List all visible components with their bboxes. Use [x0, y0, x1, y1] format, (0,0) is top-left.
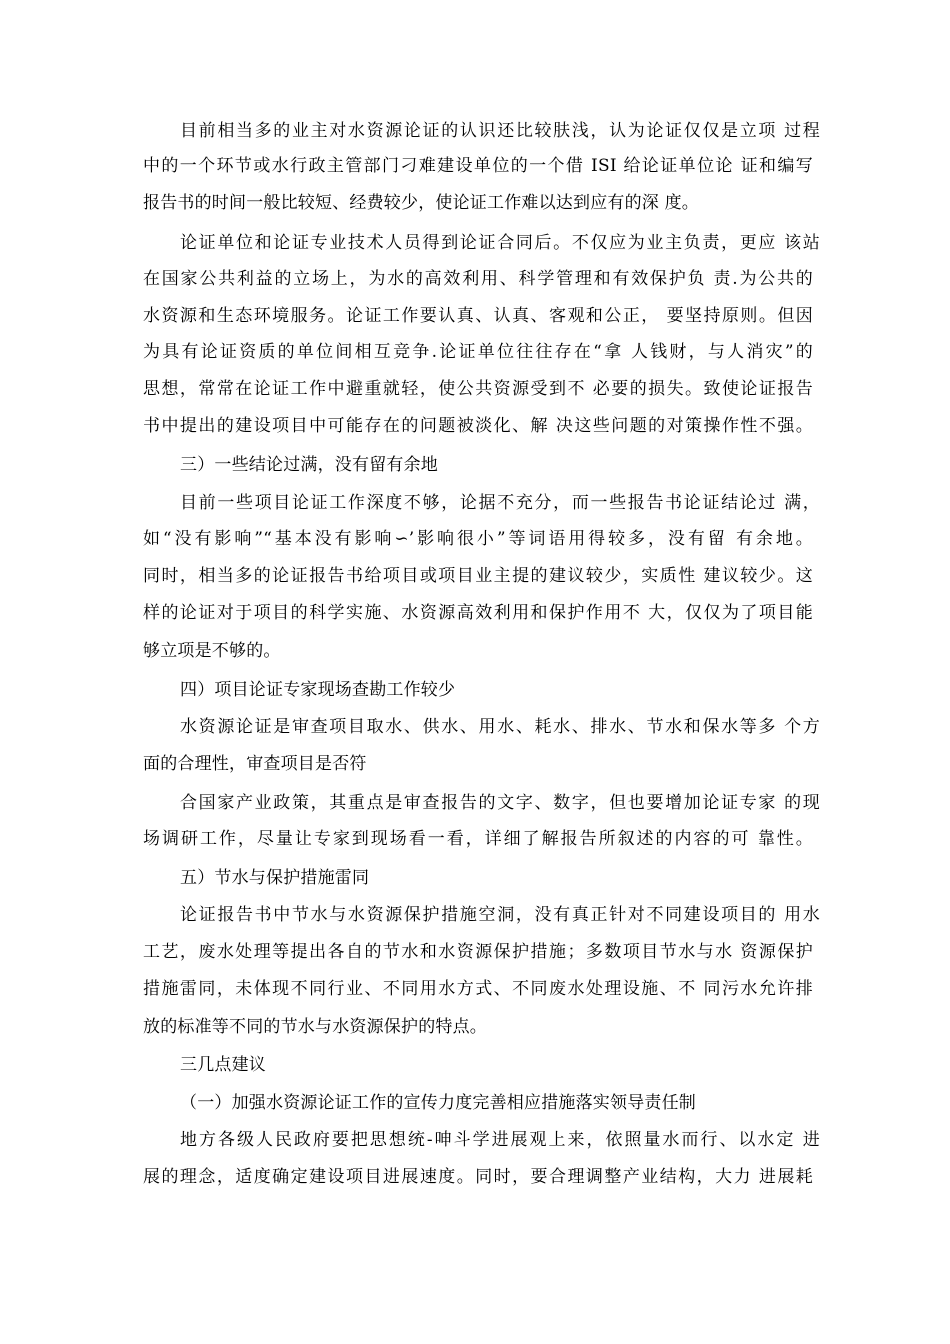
paragraph-line: 如“没有影响”“基本没有影响∽’影响很小”等词语用得较多，没有留 有余地。: [143, 529, 813, 549]
paragraph-line: 放的标准等不同的节水与水资源保护的特点。: [143, 1017, 487, 1037]
paragraph-line: 工艺，废水处理等提出各自的节水和水资源保护措施；多数项目节水与水 资源保护: [143, 942, 813, 962]
paragraph-line: 论证单位和论证专业技术人员得到论证合同后。不仅应为业主负责，更应 该站: [180, 233, 820, 253]
paragraph-line: 够立项是不够的。: [143, 641, 281, 661]
paragraph-line: 在国家公共利益的立场上，为水的高效利用、科学管理和有效保护负 责.为公共的: [143, 269, 813, 289]
paragraph-line: 思想，常常在论证工作中避重就轻，使公共资源受到不 必要的损失。致使论证报告: [143, 379, 813, 399]
section-heading: 三几点建议: [180, 1055, 266, 1075]
subsection-heading: （一）加强水资源论证工作的宣传力度完善相应措施落实领导责任制: [180, 1093, 696, 1113]
paragraph-line: 中的一个环节或水行政主管部门刁难建设单位的一个借 ISI 给论证单位论 证和编写: [143, 156, 813, 176]
paragraph-line: 水资源和生态环境服务。论证工作要认真、认真、客观和公正， 要坚持原则。但因: [143, 306, 813, 326]
paragraph-line: 合国家产业政策，其重点是审查报告的文字、数字，但也要增加论证专家 的现: [180, 793, 820, 813]
paragraph-line: 地方各级人民政府要把思想统-呻斗学进展观上来，依照量水而行、以水定 进: [180, 1130, 820, 1150]
paragraph-line: 措施雷同，未体现不同行业、不同用水方式、不同废水处理设施、不 同污水允许排: [143, 979, 813, 999]
section-heading: 五）节水与保护措施雷同: [180, 868, 370, 888]
section-heading: 三）一些结论过满，没有留有余地: [180, 455, 438, 475]
paragraph-line: 场调研工作，尽量让专家到现场看一看，详细了解报告所叙述的内容的可 靠性。: [143, 829, 813, 849]
paragraph-line: 展的理念，适度确定建设项目进展速度。同时，要合理调整产业结构，大力 进展耗: [143, 1167, 813, 1187]
paragraph-line: 为具有论证资质的单位间相互竞争.论证单位往往存在“拿 人钱财，与人消灾”的: [143, 342, 813, 362]
paragraph-line: 样的论证对于项目的科学实施、水资源高效利用和保护作用不 大，仅仅为了项目能: [143, 603, 813, 623]
paragraph-line: 目前相当多的业主对水资源论证的认识还比较肤浅，认为论证仅仅是立项 过程: [180, 121, 820, 141]
paragraph-line: 书中提出的建设项目中可能存在的问题被淡化、解 决这些问题的对策操作性不强。: [143, 416, 813, 436]
paragraph-line: 论证报告书中节水与水资源保护措施空洞，没有真正针对不同建设项目的 用水: [180, 905, 820, 925]
paragraph-line: 同时，相当多的论证报告书给项目或项目业主提的建议较少，实质性 建议较少。这: [143, 566, 813, 586]
paragraph-line: 报告书的时间一般比较短、经费较少，使论证工作难以达到应有的深 度。: [143, 193, 700, 213]
section-heading: 四）项目论证专家现场查勘工作较少: [180, 680, 456, 700]
paragraph-line: 目前一些项目论证工作深度不够，论据不充分，而一些报告书论证结论过 满，: [180, 493, 820, 513]
paragraph-line: 水资源论证是审查项目取水、供水、用水、耗水、排水、节水和保水等多 个方: [180, 717, 820, 737]
paragraph-line: 面的合理性，审查项目是否符: [143, 754, 367, 774]
